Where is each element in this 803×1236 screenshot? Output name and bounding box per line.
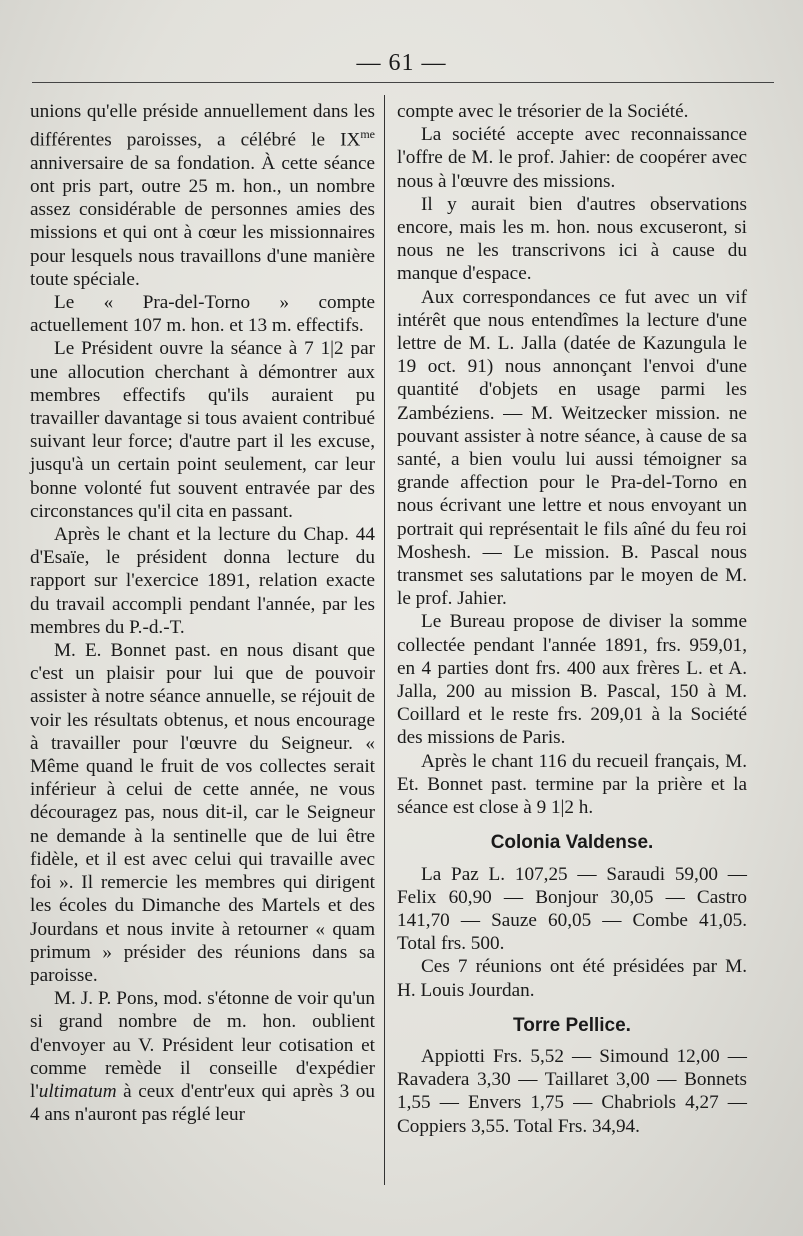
paragraph: Après le chant et la lecture du Chap. 44 d'Esaïe, le président donna lecture du rapport sur l'exercice 1891, relation exacte du travail accompli pendant l'année, par les membres du P.-d.-T. [30,524,375,638]
text-span: unions qu'elle préside annuellement dans les différentes paroisses, a célébré le IX [30,101,375,151]
paragraph: Appiotti Frs. 5,52 — Simound 12,00 — Ravadera 3,30 — Taillaret 3,00 — Bonnets 1,55 — Envers 1,75 — Chabriols 4,27 — Coppiers 3,55. Total Frs. 34,94. [397,1045,747,1137]
paragraph: La Paz L. 107,25 — Saraudi 59,00 — Felix 60,90 — Bonjour 30,05 — Castro 141,70 — Sauze 60,05 — Combe 41,05. Total frs. 500. [397,863,747,955]
paragraph [30,987,375,1126]
section-heading: Torre Pellice. [513,1014,631,1036]
paragraph: Aux correspondances ce fut avec un vif intérêt que nous entendîmes la lecture d'une lettre de M. L. Jalla (datée de Kazungula le 19 oct. 91) nous annonçant l'envoi d'une quantité d'objets en usage parmi les Zambéziens. — M. Weitzecker mission. ne pouvant assister à notre séance, à cause de sa santé, a bien voulu lui aussi témoigner sa grande affection pour le Pra-del-Torno en nous écrivant une lettre et nous envoyant un portrait qui représentait le fils aîné du feu roi Moshesh. — Le mission. B. Pascal nous transmet ses salutations par le moyen de M. le prof. Jahier. [397,286,747,610]
left-column [30,100,375,1126]
text-span: à ceux d'entr'eux qui après 3 ou 4 ans n'auront pas réglé leur [30,1080,375,1126]
paragraph: compte avec le trésorier de la Société. [397,101,689,122]
right-column [397,100,747,1138]
column-divider [384,95,385,1185]
italic-text: ultimatum [38,1080,117,1102]
text-span: M. J. P. Pons, mod. s'étonne de voir qu'un si grand nombre de m. hon. oublient d'envoyer au V. Président leur cotisation et comme remède il conseille d'expédier l' [30,988,375,1102]
page-number: — 61 — [356,50,447,76]
paragraph: La société accepte avec reconnaissance l'offre de M. le prof. Jahier: de coopérer avec nous à l'œuvre des missions. [397,124,747,192]
paragraph: Il y aurait bien d'autres observations encore, mais les m. hon. nous excuseront, si nous ne les transcrivons ici à cause du manque d'espace. [397,193,747,285]
paragraph [30,100,375,291]
paragraph: M. E. Bonnet past. en nous disant que c'est un plaisir pour lui que de pouvoir assister à notre séance annuelle, se réjouit de voir les résultats obtenus, et nous encourage à travailler pour l'œuvre du Seigneur. « Même quand le fruit de vos collectes serait inférieur à celui de cette année, ne vous découragez pas, nous dit-il, car le Seigneur ne demande à la sentinelle que de lui être fidèle, et il est avec celui qui travaille avec foi ». Il remercie les membres qui dirigent les écoles du Dimanche des Martels et des Jourdans et nous invite à retourner « quam primum » présider des réunions dans sa paroisse. [30,640,375,986]
section-heading: Colonia Valdense. [490,832,654,854]
paragraph: Le Bureau propose de diviser la somme collectée pendant l'année 1891, frs. 959,01, en 4 parties dont frs. 400 aux frères L. et A. Jalla, 200 au mission B. Pascal, 150 à M. Coillard et le reste frs. 209,01 à la Société des missions de Paris. [397,611,747,749]
paragraph: Après le chant 116 du recueil français, M. Et. Bonnet past. termine par la prière et la séance est close à 9 1|2 h. [397,750,747,819]
paragraph: Le Président ouvre la séance à 7 1|2 par une allocution cherchant à démontrer aux membres effectifs qu'ils auraient pu travailler davantage si tous avaient contribué suivant leur force; d'autre part il les excuse, jusqu'à un certain point seulement, car leur bonne volonté fut souvent entravée par des circonstances qu'il cita en passant. [30,338,375,522]
text-span: anniversaire de sa fondation. À cette séance ont pris part, outre 25 m. hon., un nombre assez considérable de personnes amies des missions et qui ont à cœur les missionnaires pour lesquels nous travaillons d'une manière toute spéciale. [30,152,375,290]
superscript: me [360,127,375,142]
header-rule [32,82,774,83]
paragraph: Ces 7 réunions ont été présidées par M. H. Louis Jourdan. [397,956,747,1001]
paragraph: Le « Pra-del-Torno » compte actuellement 107 m. hon. et 13 m. effectifs. [30,292,375,337]
